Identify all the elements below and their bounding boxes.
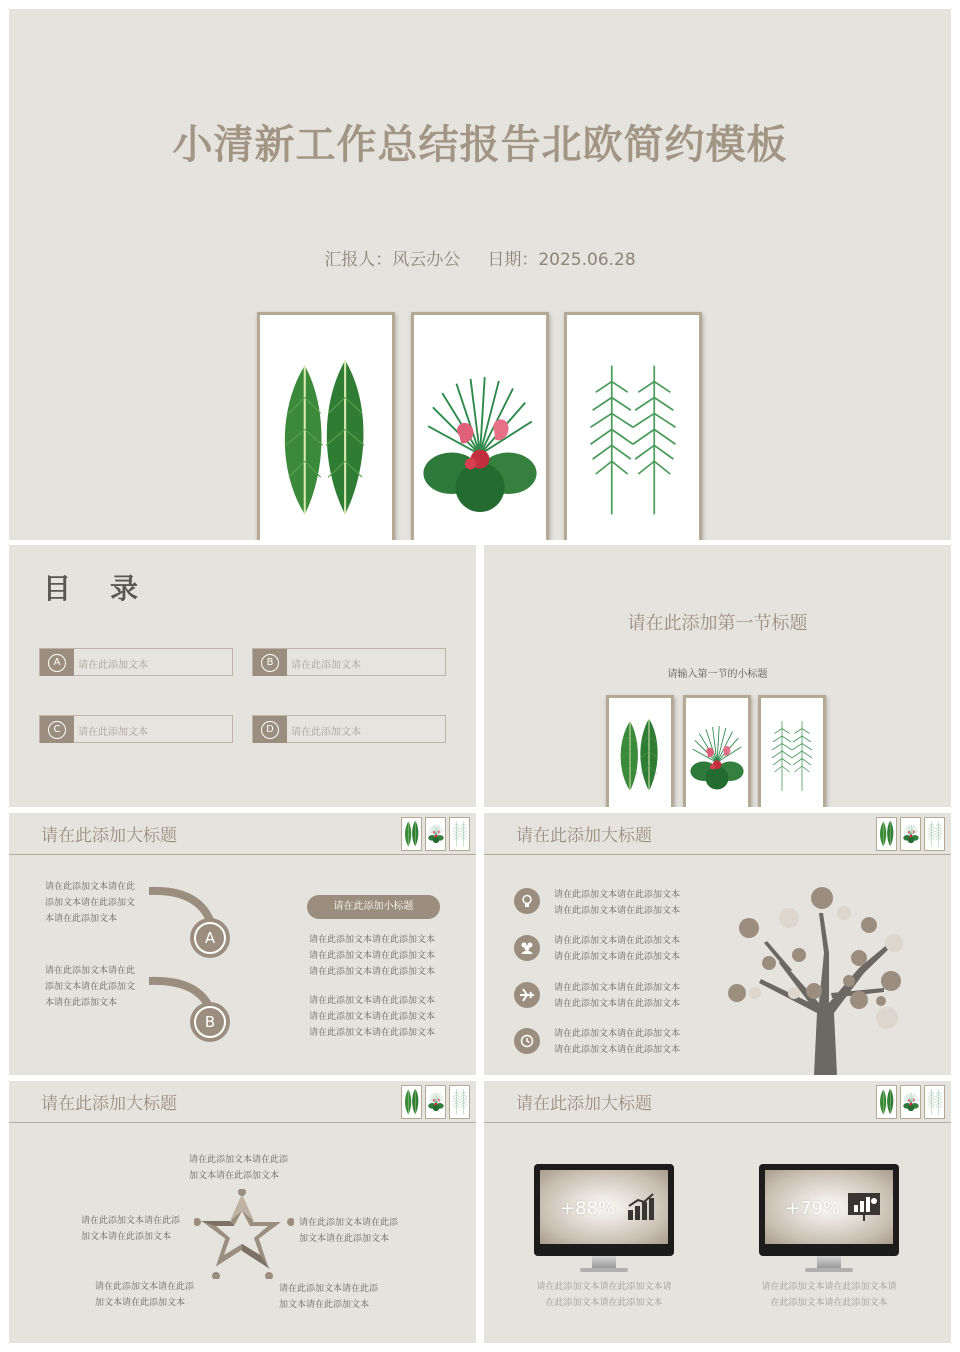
right-text-2: 请在此添加文本请在此添加文本请在此添加文本请在此添加文本请在此添加文本请在此添加文本	[309, 996, 436, 1038]
toc-item-label: 请在此添加文本	[291, 727, 361, 738]
badge-b	[190, 1002, 230, 1042]
section-subtitle: 请输入第一节的小标题	[667, 669, 768, 680]
artwork-frame-fern	[758, 695, 826, 807]
artwork-frame-flamingo	[683, 695, 751, 807]
toc-item-b[interactable]	[252, 648, 446, 676]
item-text: 请在此添加文本请在此添加文本请在此添加文本请在此添加文本	[554, 1029, 681, 1055]
thumb-fern	[449, 1085, 470, 1119]
cover-meta: 汇报人：风云办公 日期：2025.06.28	[324, 250, 636, 270]
section-slide	[484, 545, 951, 807]
monitor-2	[759, 1164, 899, 1256]
header-divider	[9, 1122, 476, 1123]
artwork-frame-fern	[564, 312, 702, 540]
thumb-banana	[401, 1085, 422, 1119]
badge-a	[190, 918, 230, 958]
toc-item-label: 请在此添加文本	[78, 660, 148, 671]
monitor-value: +88%	[560, 1198, 616, 1219]
monitor-2-text: 请在此添加文本请在此添加文本请在此添加文本请在此添加文本	[761, 1282, 897, 1308]
star-text-right: 请在此添加文本请在此添加文本请在此添加文本	[299, 1218, 399, 1244]
artwork-frame-banana	[606, 695, 674, 807]
toc-item-label: 请在此添加文本	[291, 660, 361, 671]
thumbnail-strip	[401, 1085, 470, 1119]
star-text-bottom-left: 请在此添加文本请在此添加文本请在此添加文本	[95, 1282, 195, 1308]
toc-badge-b: B	[261, 654, 279, 672]
clock-icon	[514, 1028, 540, 1054]
artwork-frame-banana	[257, 312, 395, 540]
left-text-b: 请在此添加文本请在此添加文本请在此添加文本请在此添加文本	[45, 966, 136, 1008]
decorative-tree	[719, 873, 929, 1075]
people-icon	[514, 935, 540, 961]
monitor-value: +79%	[785, 1198, 841, 1219]
slide-title: 请在此添加大标题	[41, 826, 177, 846]
item-text: 请在此添加文本请在此添加文本请在此添加文本请在此添加文本	[554, 890, 681, 916]
toc-badge-a: A	[48, 654, 66, 672]
banana-leaf-art	[609, 698, 671, 807]
left-text-a: 请在此添加文本请在此添加文本请在此添加文本请在此添加文本	[45, 882, 136, 924]
slide-title: 请在此添加大标题	[516, 826, 652, 846]
slide-title: 请在此添加大标题	[516, 1094, 652, 1114]
thumb-fern	[449, 817, 470, 851]
toc-slide	[9, 545, 476, 807]
monitor-1-text: 请在此添加文本请在此添加文本请在此添加文本请在此添加文本	[536, 1282, 672, 1308]
thumb-flamingo	[425, 1085, 446, 1119]
star-text-top: 请在此添加文本请在此添加文本请在此添加文本	[189, 1155, 289, 1181]
star-text-bottom-right: 请在此添加文本请在此添加文本请在此添加文本	[279, 1284, 379, 1310]
artwork-frame-flamingo	[411, 312, 549, 540]
toc-item-label: 请在此添加文本	[78, 727, 148, 738]
fern-art	[761, 698, 823, 807]
thumb-fern	[924, 1085, 945, 1119]
section-title: 请在此添加第一节标题	[627, 613, 808, 634]
airplane-icon	[514, 982, 540, 1008]
toc-badge-c: C	[48, 721, 66, 739]
toc-item-d[interactable]	[252, 715, 446, 743]
thumbnail-strip	[876, 817, 945, 851]
slide-title: 请在此添加大标题	[41, 1094, 177, 1114]
thumb-banana	[876, 1085, 897, 1119]
right-text-1: 请在此添加文本请在此添加文本请在此添加文本请在此添加文本请在此添加文本请在此添加文本	[309, 935, 436, 977]
thumbnail-strip	[876, 1085, 945, 1119]
content-slide-monitors	[484, 1081, 951, 1343]
item-text: 请在此添加文本请在此添加文本请在此添加文本请在此添加文本	[554, 936, 681, 962]
thumb-fern	[924, 817, 945, 851]
cover-title: 小清新工作总结报告北欧简约模板	[172, 122, 788, 168]
badge-b-letter: B	[194, 1006, 226, 1038]
header-divider	[484, 1122, 951, 1123]
thumb-banana	[401, 817, 422, 851]
content-slide-star	[9, 1081, 476, 1343]
header-divider	[9, 854, 476, 855]
flamingo-plant-art	[414, 315, 546, 540]
thumb-flamingo	[425, 817, 446, 851]
content-slide-ab	[9, 813, 476, 1075]
toc-item-a[interactable]	[39, 648, 233, 676]
fern-art	[567, 315, 699, 540]
subtitle-pill: 请在此添加小标题	[307, 895, 440, 919]
lightbulb-icon	[514, 888, 540, 914]
header-divider	[484, 854, 951, 855]
thumb-flamingo	[900, 817, 921, 851]
star-diagram	[194, 1189, 294, 1279]
cover-slide	[9, 9, 951, 540]
banana-leaf-art	[260, 315, 392, 540]
bar-chart-icon	[626, 1192, 656, 1222]
flamingo-plant-art	[686, 698, 748, 807]
monitor-1	[534, 1164, 674, 1256]
star-text-left: 请在此添加文本请在此添加文本请在此添加文本	[81, 1216, 181, 1242]
content-slide-tree	[484, 813, 951, 1075]
toc-badge-d: D	[261, 721, 279, 739]
toc-title: 目 录	[43, 572, 138, 605]
badge-a-letter: A	[194, 922, 226, 954]
presentation-chart-icon	[847, 1192, 881, 1222]
toc-item-c[interactable]	[39, 715, 233, 743]
thumb-banana	[876, 817, 897, 851]
item-text: 请在此添加文本请在此添加文本请在此添加文本请在此添加文本	[554, 983, 681, 1009]
thumb-flamingo	[900, 1085, 921, 1119]
thumbnail-strip	[401, 817, 470, 851]
